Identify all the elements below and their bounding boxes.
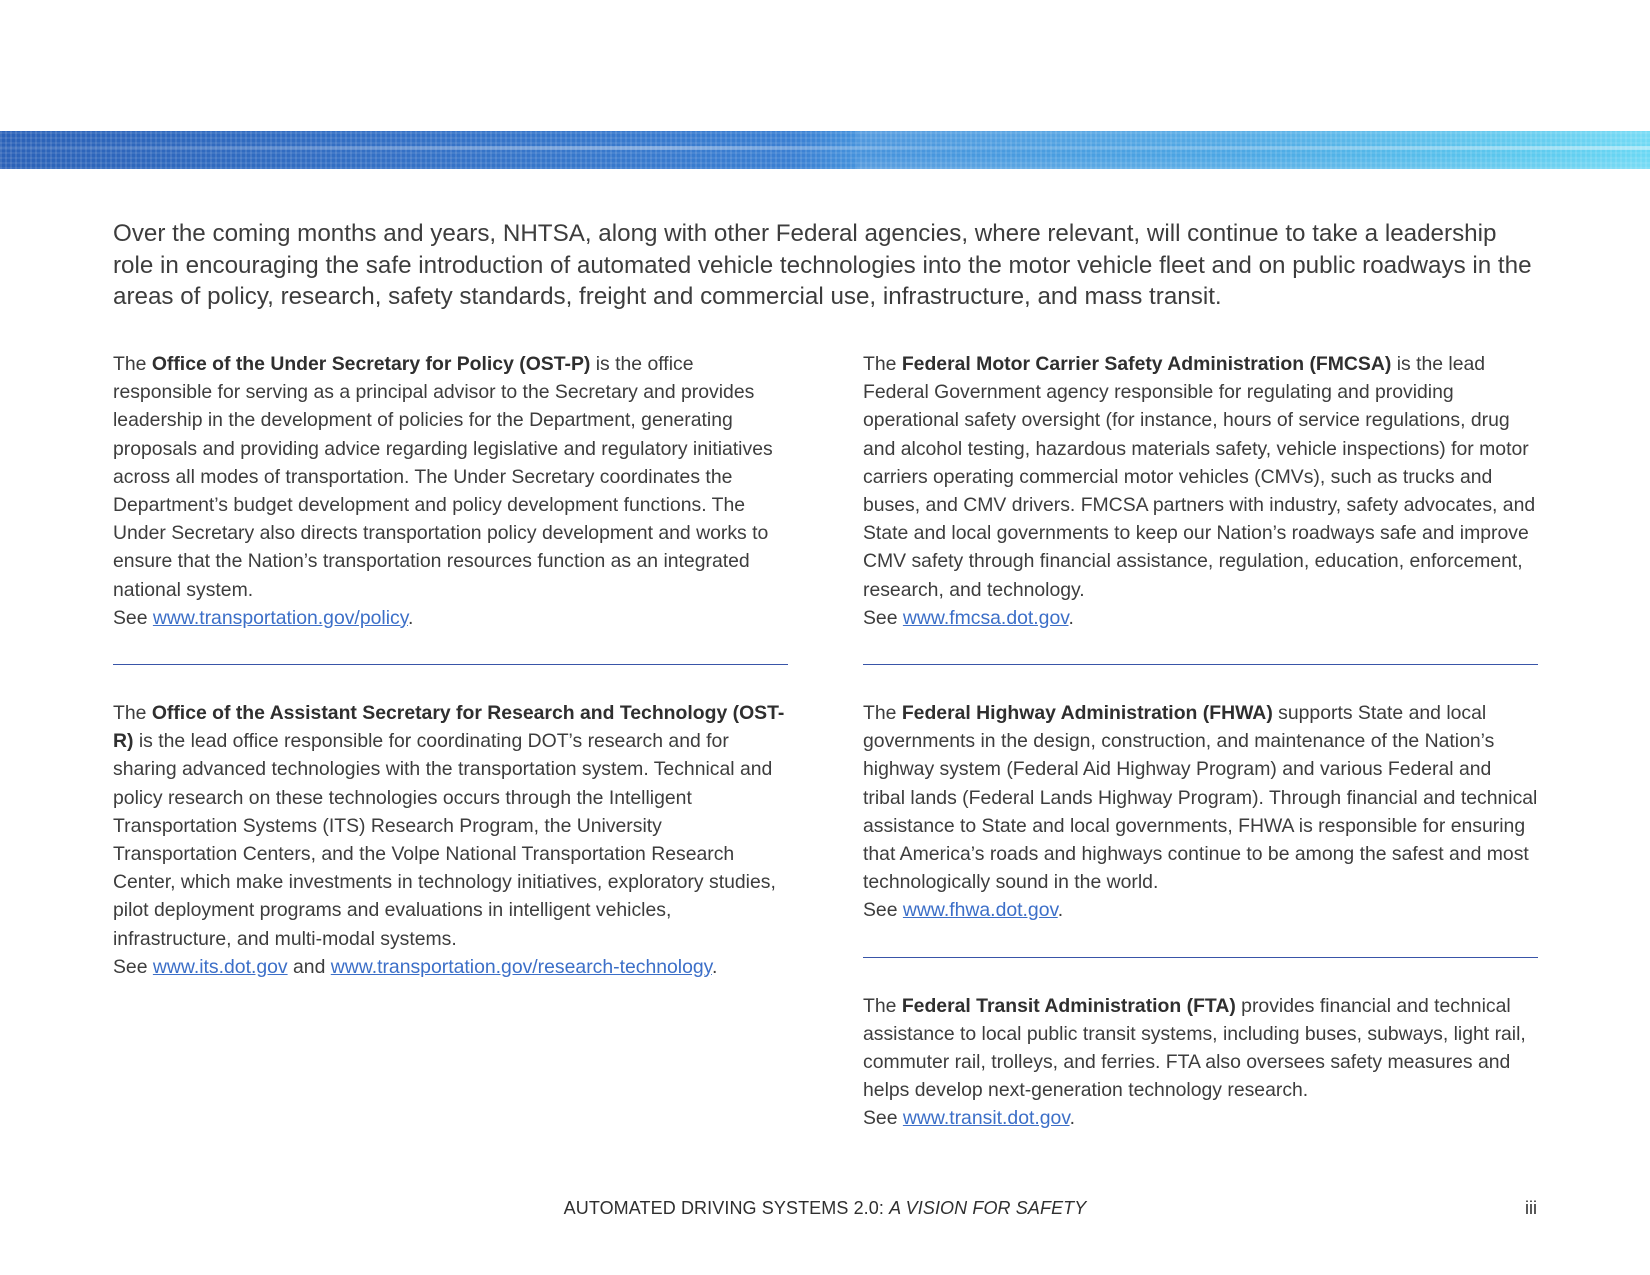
research-technology-link[interactable]: www.transportation.gov/research-technology [330,955,712,978]
ost-p-see: See [113,606,153,629]
ost-p-lead: The [113,353,152,375]
divider-right-2 [863,957,1538,958]
fhwa-name: Federal Highway Administration (FHWA) [901,702,1273,725]
fhwa-link[interactable]: www.fhwa.dot.gov [902,899,1058,922]
banner-right-segment [857,131,1650,169]
ost-p-end: . [407,606,414,629]
right-column [863,350,1538,1133]
fta-lead: The [863,994,902,1017]
fta-link[interactable]: www.transit.dot.gov [902,1107,1070,1130]
fhwa-section [863,699,1538,925]
ost-r-end: . [711,955,718,978]
ost-p-link[interactable]: www.transportation.gov/policy [152,606,408,629]
fhwa-paragraph [863,699,1538,925]
footer-subtitle: A VISION FOR SAFETY [889,1198,1087,1218]
fta-name: Federal Transit Administration (FTA) [901,994,1236,1017]
header-banner [0,131,1650,169]
fmcsa-see: See [863,606,903,629]
divider-left [113,664,788,665]
ost-p-body: is the office responsible for serving as a principal advisor to the Secretary and provides leadership in the development of policies for the Department, generating proposals and providing advice regarding legislative and regulatory initiatives across all modes of transportation. The Under Secretary coordinates the Department’s budget development and policy development functions. The Under Secretary also directs transportation policy development and works to ensure that the Nation’s transportation resources function as an integrated national system. [113,353,773,601]
ost-r-paragraph [113,699,788,981]
fmcsa-end: . [1068,606,1074,629]
ost-p-name: Office of the Under Secretary for Policy (OST-P) [151,353,591,375]
fhwa-lead: The [863,702,902,725]
fmcsa-lead: The [863,353,902,375]
fta-end: . [1069,1107,1075,1130]
ost-r-body: is the lead office responsible for coordinating DOT’s research and for sharing advanced technologies with the transportation system. Technical and policy research on these technologies occurs through the Intelligent Transportation Systems (ITS) Research Program, the University Transportation Centers, and the Volpe National Transportation Research Center, which make investments in technology initiatives, exploratory studies, pilot deployment programs and evaluations in intelligent vehicles, infrastructure, and multi-modal systems. [113,730,776,950]
fta-section [863,992,1538,1133]
ost-r-section [113,699,788,981]
fta-see: See [863,1107,903,1130]
fta-paragraph [863,992,1538,1133]
fhwa-see: See [863,899,903,922]
divider-right-1 [863,664,1538,665]
fhwa-body: supports State and local governments in the design, construction, and maintenance of the Nation’s highway system (Federal Aid Highway Program) and various Federal and tribal lands (Federal Lands Highway Program). Through financial and technical assistance to State and local governments, FHWA is responsible for ensuring that America’s roads and highways continue to be among the safest and most technologically sound in the world. [863,702,1538,894]
ost-r-name: Office of the Assistant Secretary for Research and Technology (OST-R) [113,702,785,753]
ost-r-and: and [287,955,331,978]
fta-body: provides financial and technical assistance to local public transit systems, including buses, subways, light rail, commuter rail, trolleys, and ferries. FTA also oversees safety measures and helps develop next-generation technology research. [863,994,1526,1102]
intro-paragraph: Over the coming months and years, NHTSA, along with other Federal agencies, where relevant, will continue to take a leadership role in encouraging the safe introduction of automated vehicle technologies into the motor vehicle fleet and on public roadways in the areas of policy, research, safety standards, freight and commercial use, infrastructure, and mass transit. [113,220,1532,310]
fmcsa-section [863,350,1538,632]
its-link[interactable]: www.its.dot.gov [152,955,288,978]
fhwa-end: . [1057,899,1064,922]
fmcsa-body: is the lead Federal Government agency responsible for regulating and providing operational safety oversight (for instance, hours of service regulations, drug and alcohol testing, hazardous materials safety, vehicle inspections) for motor carriers operating commercial motor vehicles (CMVs), such as trucks and buses, and CMV drivers. FMCSA partners with industry, safety advocates, and State and local governments to keep our Nation’s roadways safe and improve CMV safety through financial assistance, regulation, education, enforcement, research, and technology. [863,353,1536,601]
ost-r-lead: The [113,702,152,725]
fmcsa-paragraph [863,350,1538,632]
left-column [113,350,788,981]
fmcsa-name: Federal Motor Carrier Safety Administration (FMCSA) [901,353,1392,375]
page-footer [0,1198,1650,1219]
footer-title: AUTOMATED DRIVING SYSTEMS 2.0: [563,1198,890,1218]
ost-r-see: See [113,955,153,978]
fmcsa-link[interactable]: www.fmcsa.dot.gov [902,606,1069,629]
ost-p-paragraph [113,350,788,632]
page-number: iii [1525,1198,1537,1218]
ost-p-section [113,350,788,632]
